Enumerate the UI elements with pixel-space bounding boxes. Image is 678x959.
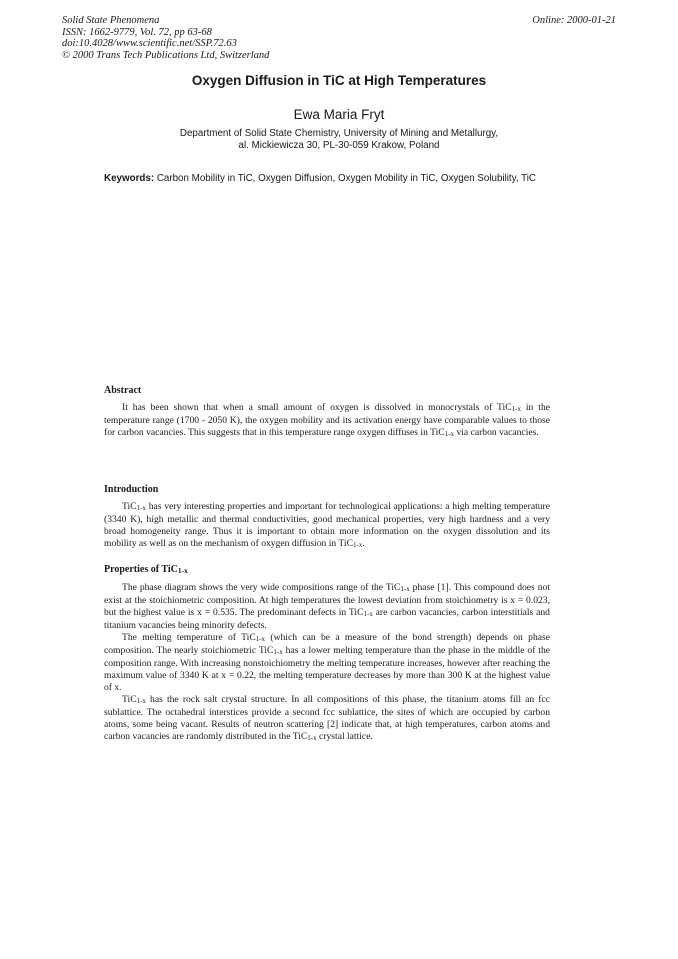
- subscript: 1-x: [363, 610, 373, 618]
- abstract-paragraph: [104, 402, 550, 440]
- subscript: 1-x: [444, 430, 455, 438]
- online-date: Online: 2000-01-21: [532, 15, 616, 26]
- introduction-heading: Introduction: [104, 484, 159, 495]
- subscript: 1-x: [400, 585, 410, 593]
- properties-heading: [104, 564, 550, 577]
- issn-line: ISSN: 1662-9779, Vol. 72, pp 63-68: [62, 26, 212, 38]
- text-run: The phase diagram shows the very wide compositions range of the TiC: [122, 582, 401, 593]
- text-run: has a lower melting temperature than the phase in the middle of the composition range. With increasing nonstoichiometry the melting temperature increases, however after reaching the maximum value of 3340 K at x = 0.22, the melting temperature decreases by more than 300 K at the highest value of x.: [104, 645, 551, 693]
- text-run: .: [362, 538, 365, 549]
- text-run: has the rock salt crystal structure. In all compositions of this phase, the titanium atoms fill an fcc sublattice. The octahedral interstices provide a second fcc sublattice, the sites of which are occupied by carbon atoms, some being vacant. Results of neutron scattering [2] indicate that, at high temperatures, carbon atoms and carbon vacancies are randomly distributed in the TiC: [104, 694, 550, 742]
- text-run: crystal lattice.: [316, 731, 373, 742]
- text-run: via carbon vacancies.: [454, 427, 539, 438]
- subscript: 1-x: [255, 635, 266, 643]
- subscript: 1-x: [511, 405, 521, 413]
- affiliation-line-1: Department of Solid State Chemistry, University of Mining and Metallurgy,: [179, 128, 499, 139]
- affiliation: [0, 128, 678, 152]
- text-run: It has been shown that when a small amount of oxygen is dissolved in monocrystals of TiC: [122, 402, 512, 413]
- properties-paragraph-1: [104, 582, 550, 632]
- text-run: phase [1]. This compound does not exist at the stoichiometric composition. At high temperatures the lowest deviation from stoichiometry is x = 0.023, but the highest value is x = 0.535. The predominant defects in TiC: [104, 582, 550, 618]
- abstract-heading: Abstract: [104, 385, 142, 396]
- keywords-label: Keywords:: [104, 173, 155, 184]
- subscript: 1-x: [307, 734, 317, 742]
- properties-paragraph-3: [104, 694, 550, 744]
- properties-section: [104, 564, 550, 744]
- text-run: TiC: [122, 694, 137, 705]
- keywords-text: Carbon Mobility in TiC, Oxygen Diffusion, Oxygen Mobility in TiC, Oxygen Solubility, TiC: [154, 173, 536, 184]
- subscript: 1-x: [136, 697, 146, 705]
- introduction-section: [104, 484, 550, 551]
- introduction-paragraph: [104, 501, 550, 551]
- affiliation-line-2: al. Mickiewicza 30, PL-30-059 Krakow, Poland: [238, 140, 440, 151]
- subscript: 1-x: [352, 541, 363, 549]
- journal-header: [62, 15, 269, 61]
- keywords: [104, 173, 542, 185]
- text-run: TiC: [122, 501, 137, 512]
- journal-name: Solid State Phenomena: [62, 15, 160, 26]
- author-name: Ewa Maria Fryt: [293, 107, 385, 122]
- paper-title: Oxygen Diffusion in TiC at High Temperatures: [191, 73, 487, 88]
- text-run: are carbon vacancies, carbon interstitials and titanium vacancies being minority defects.: [104, 607, 550, 631]
- doi-line: doi:10.4028/www.scientific.net/SSP.72.63: [62, 38, 237, 50]
- text-run: in the temperature range (1700 - 2050 K), the oxygen mobility and its activation energy have comparable values to those for carbon vacancies. This suggests that in this temperature range oxygen diffuses in TiC: [104, 402, 550, 438]
- text-run: The melting temperature of TiC: [122, 632, 256, 643]
- heading-text: Properties of TiC: [104, 564, 178, 575]
- properties-paragraph-2: [104, 632, 550, 694]
- text-run: has very interesting properties and important for technological applications: a high melting temperature (3340 K), high metallic and thermal conductivities, good mechanical properties, very high hardness and a very broad homogeneity range. Thus it is important to obtain more information on the oxygen dissolution and its mobility as well as on the mechanism of oxygen diffusion in TiC: [104, 501, 550, 549]
- copyright-line: © 2000 Trans Tech Publications Ltd, Switzerland: [62, 49, 270, 61]
- subscript: 1-x: [136, 504, 146, 512]
- subscript: 1-x: [177, 566, 188, 575]
- text-run: (which can be a measure of the bond strength) depends on phase composition. The nearly stoichiometric TiC: [104, 632, 550, 656]
- abstract-section: [104, 385, 550, 440]
- subscript: 1-x: [273, 648, 283, 656]
